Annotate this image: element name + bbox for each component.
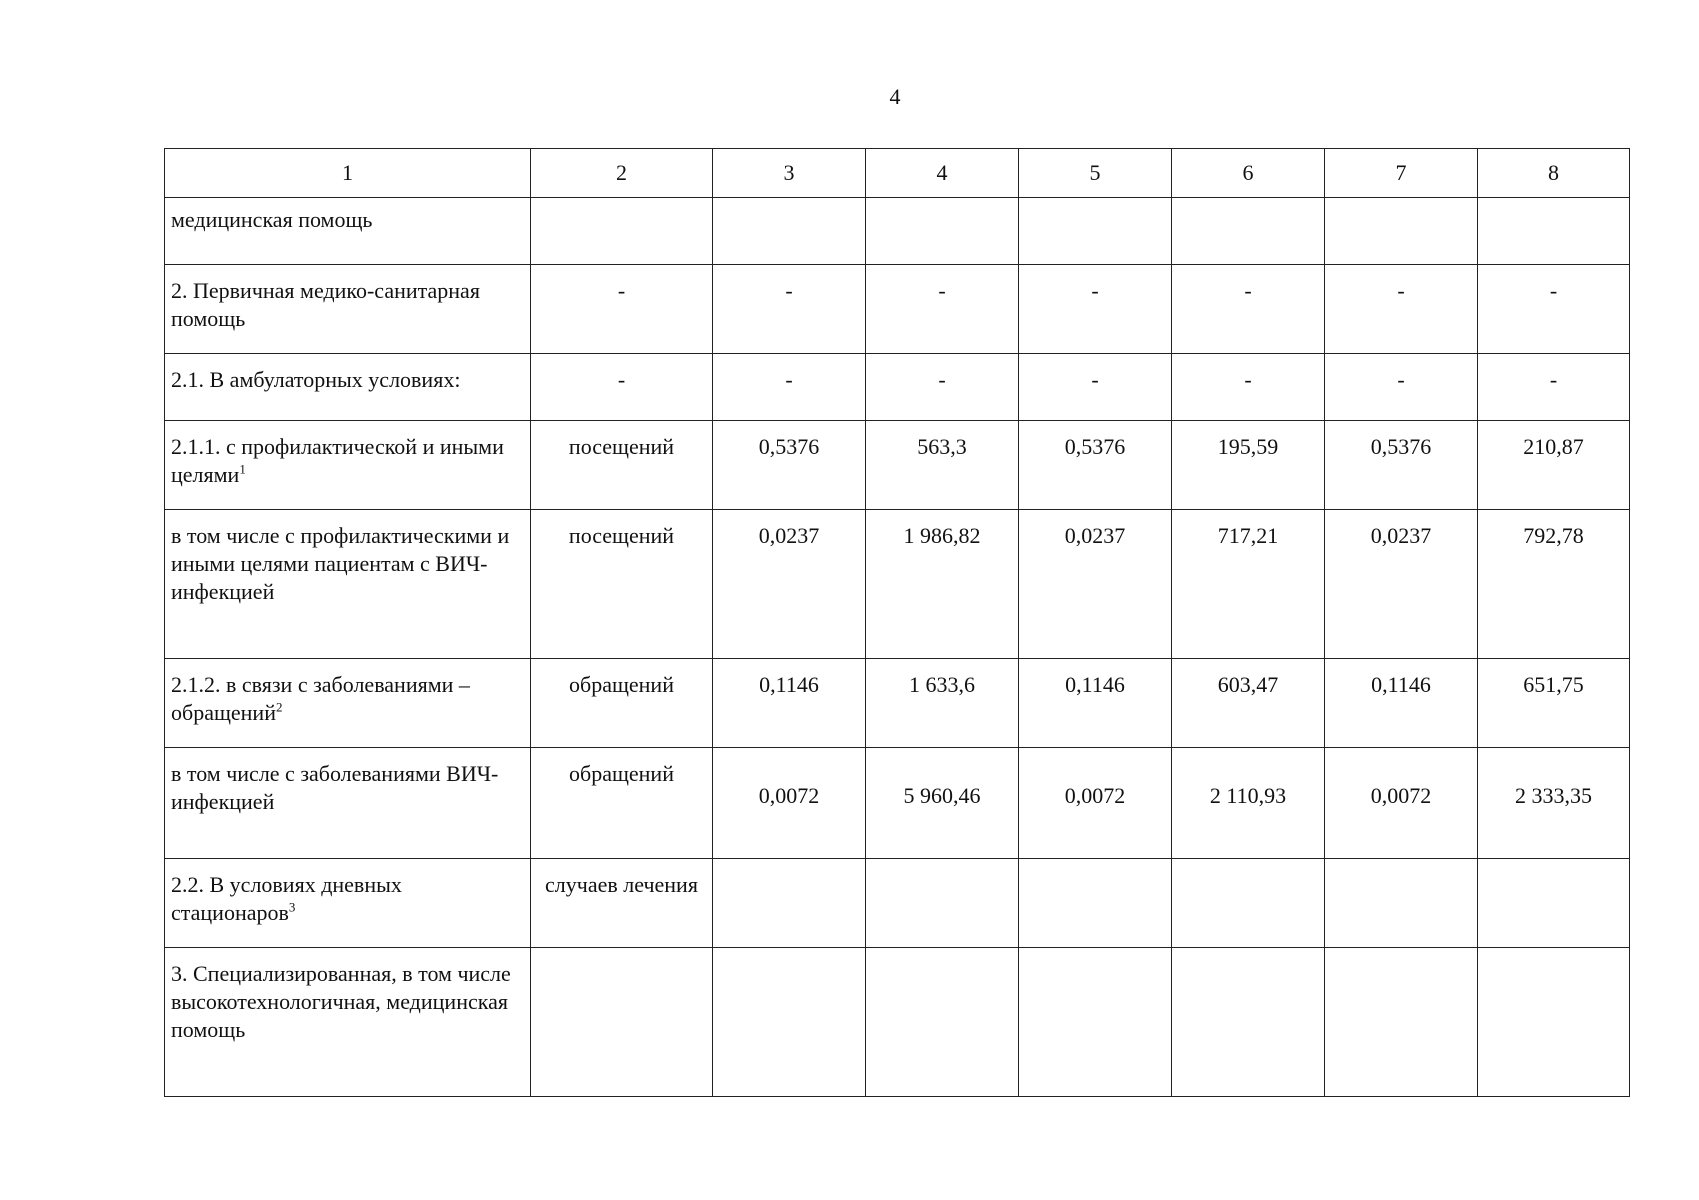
column-header: 7 — [1325, 149, 1478, 198]
row-label — [165, 421, 531, 510]
table-cell: 2 110,93 — [1172, 748, 1325, 859]
table-cell: 1 986,82 — [866, 510, 1019, 659]
table-cell — [1172, 948, 1325, 1097]
row-unit: - — [531, 265, 713, 354]
table-cell: 0,1146 — [1325, 659, 1478, 748]
table-cell: 0,5376 — [713, 421, 866, 510]
table-row — [165, 948, 1630, 1097]
table-cell — [1325, 948, 1478, 1097]
table-cell — [866, 948, 1019, 1097]
row-label-text: 3. Специализированная, в том числе высокотехнологичная, медицинская помощь — [171, 961, 511, 1042]
row-label-text: 2.1. В амбулаторных условиях: — [171, 367, 461, 392]
table-row — [165, 265, 1630, 354]
table-row — [165, 748, 1630, 859]
data-table — [164, 148, 1630, 1097]
table-cell: - — [713, 354, 866, 421]
table-row — [165, 659, 1630, 748]
table-cell: - — [713, 265, 866, 354]
table-cell — [713, 948, 866, 1097]
page-number: 4 — [889, 84, 901, 109]
table-cell — [1019, 948, 1172, 1097]
table-cell: 0,5376 — [1325, 421, 1478, 510]
table-cell: - — [1019, 354, 1172, 421]
row-label — [165, 354, 531, 421]
table-cell — [1478, 198, 1630, 265]
table-cell: - — [1478, 265, 1630, 354]
row-label — [165, 265, 531, 354]
table-cell — [866, 198, 1019, 265]
column-header: 8 — [1478, 149, 1630, 198]
table-cell — [866, 859, 1019, 948]
table-cell: - — [1172, 265, 1325, 354]
row-label — [165, 948, 531, 1097]
row-label-text: медицинская помощь — [171, 207, 373, 232]
table-cell: 1 633,6 — [866, 659, 1019, 748]
footnote-marker: 1 — [239, 461, 246, 477]
row-unit: обращений — [531, 659, 713, 748]
row-unit — [531, 948, 713, 1097]
row-unit: - — [531, 354, 713, 421]
table-cell: 0,1146 — [1019, 659, 1172, 748]
column-header: 5 — [1019, 149, 1172, 198]
table-cell: 563,3 — [866, 421, 1019, 510]
table-cell: 2 333,35 — [1478, 748, 1630, 859]
column-header: 6 — [1172, 149, 1325, 198]
table-cell: 0,0237 — [1325, 510, 1478, 659]
table-cell: 195,59 — [1172, 421, 1325, 510]
table-cell — [1019, 859, 1172, 948]
table-cell: 0,0072 — [1019, 748, 1172, 859]
row-label-text: 2.2. В условиях дневных стационаров — [171, 872, 402, 925]
column-header: 4 — [866, 149, 1019, 198]
table-cell — [713, 859, 866, 948]
row-unit — [531, 198, 713, 265]
table-row — [165, 510, 1630, 659]
table-cell: 0,5376 — [1019, 421, 1172, 510]
table-cell: - — [1172, 354, 1325, 421]
table-cell: - — [1478, 354, 1630, 421]
column-header: 1 — [165, 149, 531, 198]
table-row — [165, 354, 1630, 421]
table-cell: 717,21 — [1172, 510, 1325, 659]
footnote-marker: 2 — [275, 699, 283, 715]
table-cell: - — [1325, 354, 1478, 421]
row-label-text: 2.1.2. в связи с заболеваниями – обращений — [171, 672, 470, 725]
table-row — [165, 421, 1630, 510]
table-cell: 603,47 — [1172, 659, 1325, 748]
row-label — [165, 659, 531, 748]
table-cell: 0,1146 — [713, 659, 866, 748]
table-cell — [1325, 198, 1478, 265]
table-row — [165, 198, 1630, 265]
row-label — [165, 198, 531, 265]
table-row — [165, 859, 1630, 948]
row-unit: случаев лечения — [531, 859, 713, 948]
table-cell: 792,78 — [1478, 510, 1630, 659]
table-cell: 5 960,46 — [866, 748, 1019, 859]
table-cell: - — [1325, 265, 1478, 354]
table-cell — [713, 198, 866, 265]
row-label — [165, 859, 531, 948]
table-cell — [1019, 198, 1172, 265]
row-label — [165, 510, 531, 659]
row-unit: обращений — [531, 748, 713, 859]
table-header-row — [165, 149, 1630, 198]
row-label-text: в том числе с заболеваниями ВИЧ-инфекцией — [171, 761, 499, 814]
table-cell — [1478, 948, 1630, 1097]
table-cell: - — [866, 265, 1019, 354]
table-cell: - — [1019, 265, 1172, 354]
table-cell — [1172, 198, 1325, 265]
table-cell — [1478, 859, 1630, 948]
row-unit: посещений — [531, 510, 713, 659]
table-cell: 0,0237 — [1019, 510, 1172, 659]
table-cell: 0,0072 — [1325, 748, 1478, 859]
table-cell: 0,0072 — [713, 748, 866, 859]
table-cell: 651,75 — [1478, 659, 1630, 748]
table-cell: 0,0237 — [713, 510, 866, 659]
table-cell: 210,87 — [1478, 421, 1630, 510]
column-header: 2 — [531, 149, 713, 198]
row-label-text: 2. Первичная медико-санитарная помощь — [171, 278, 480, 331]
table-cell — [1172, 859, 1325, 948]
column-header: 3 — [713, 149, 866, 198]
row-label — [165, 748, 531, 859]
footnote-marker: 3 — [288, 899, 296, 915]
row-label-text: в том числе с профилактическими и иными целями пациентам с ВИЧ-инфекцией — [171, 523, 510, 604]
row-label-text: 2.1.1. с профилактической и иными целями — [171, 434, 504, 487]
table-cell: - — [866, 354, 1019, 421]
table-cell — [1325, 859, 1478, 948]
row-unit: посещений — [531, 421, 713, 510]
